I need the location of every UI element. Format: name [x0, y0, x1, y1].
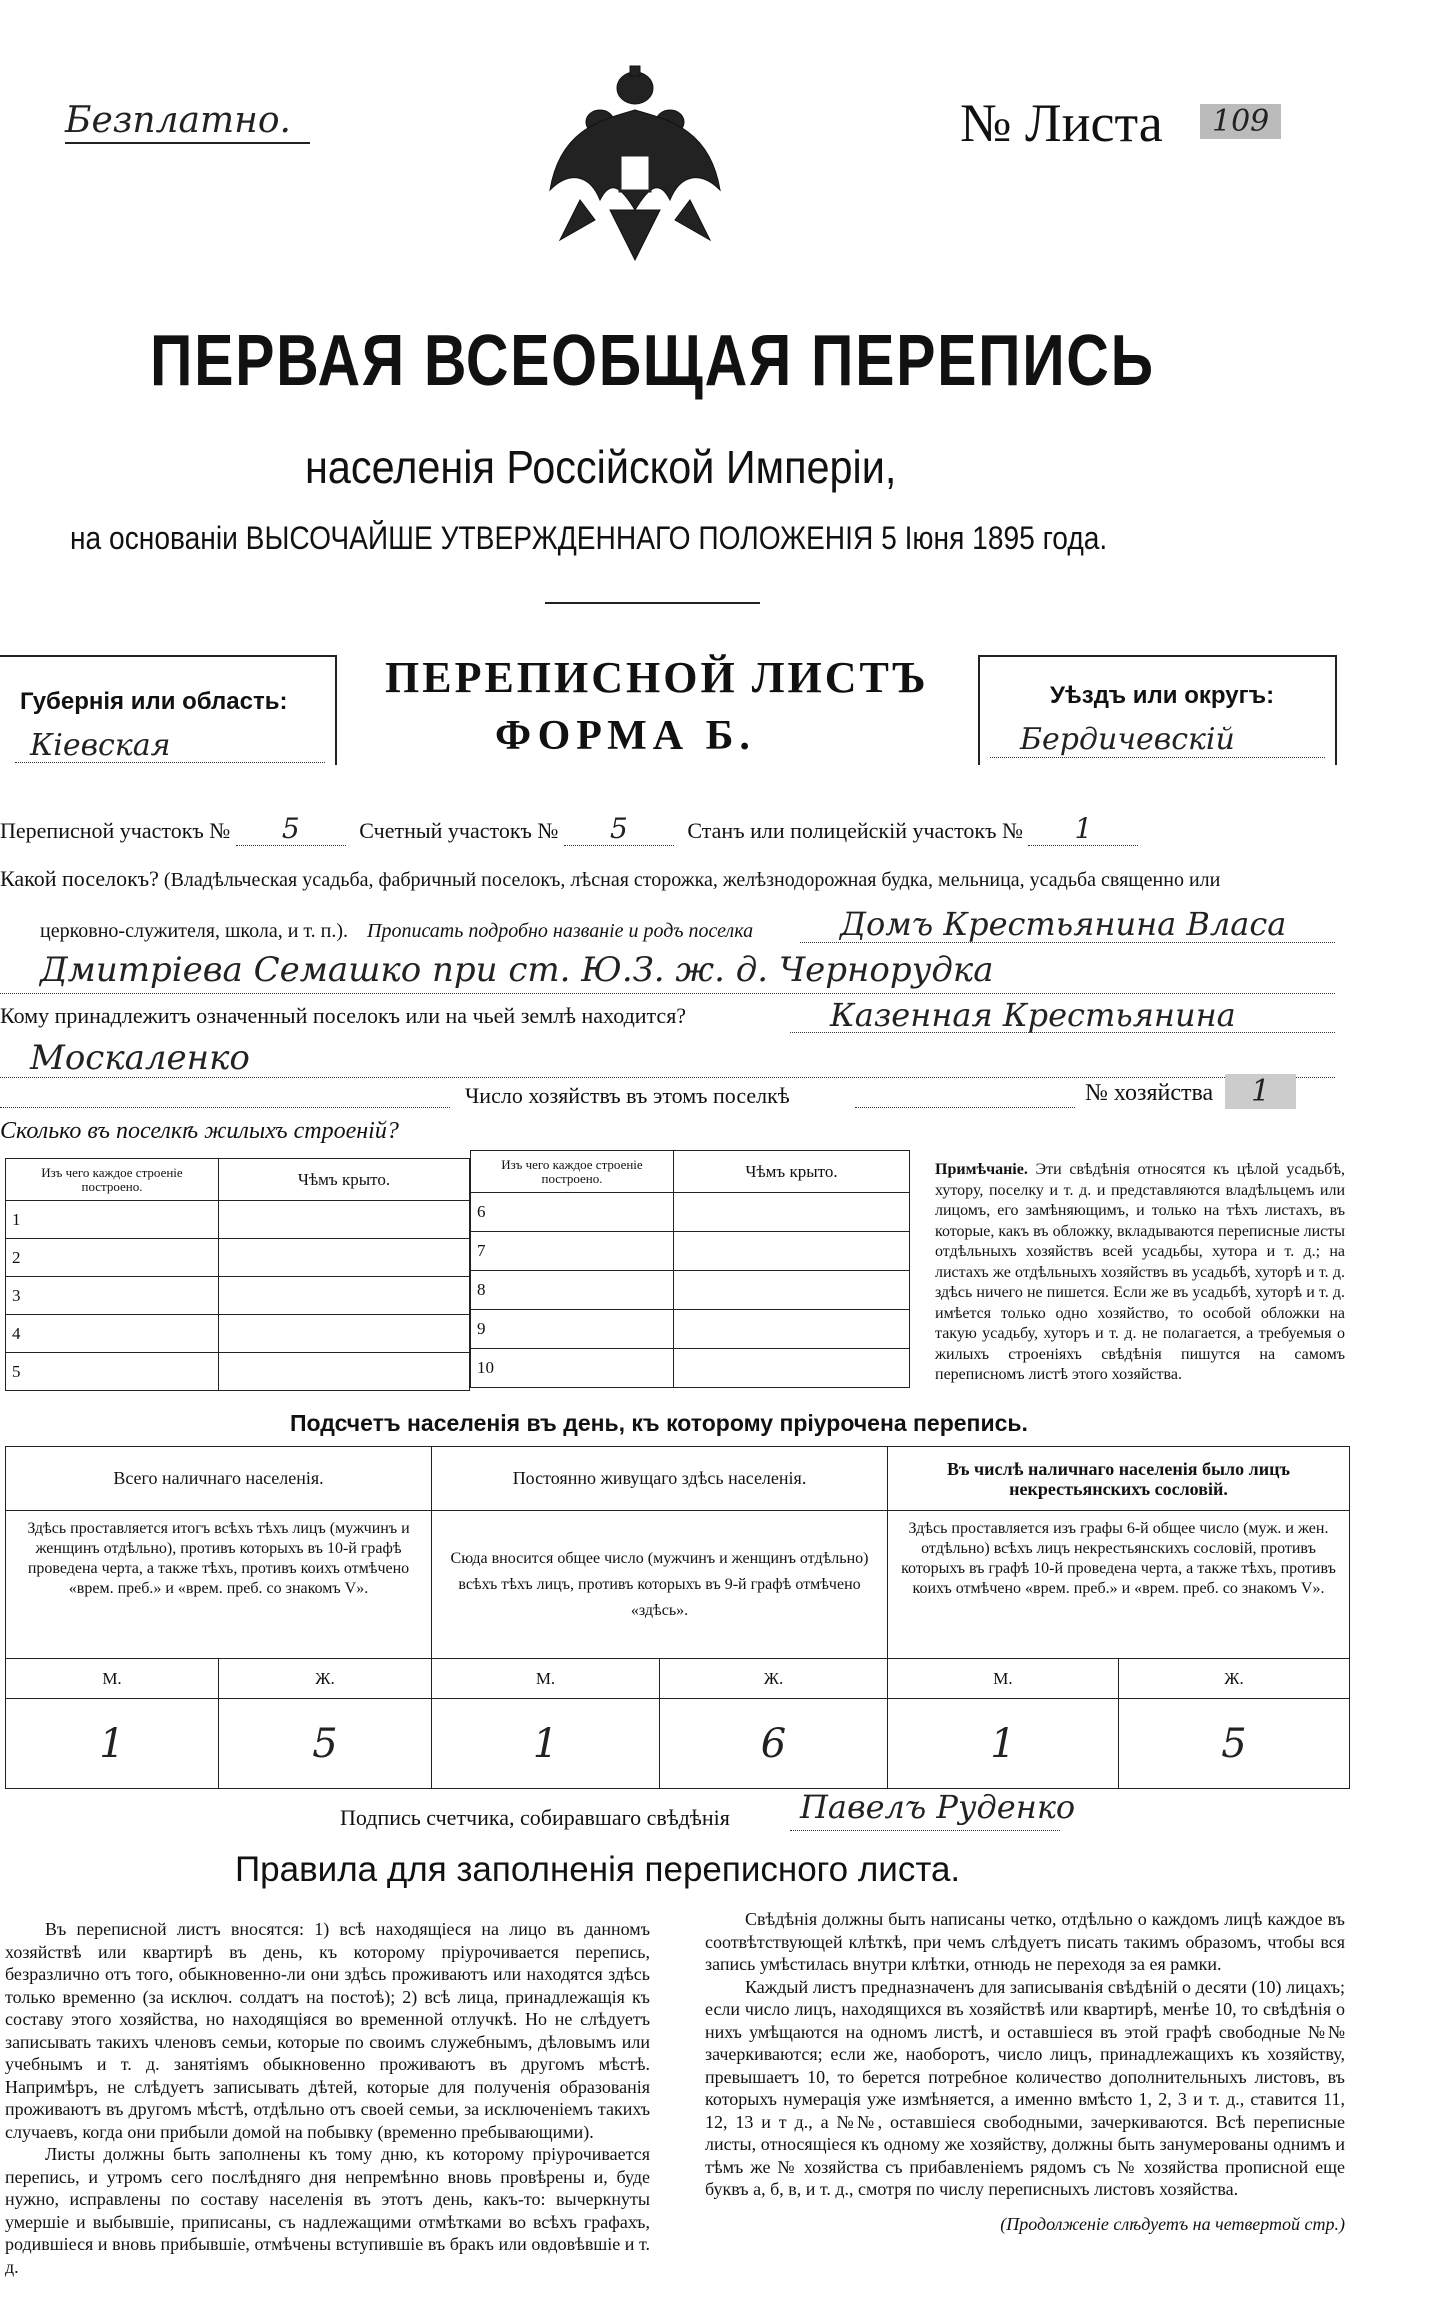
owner-value-2: Москаленко: [30, 1038, 250, 1078]
summary-value-m-3[interactable]: 1: [888, 1699, 1119, 1789]
summary-col2-text: Сюда вносится общее число (мужчинъ и женщинъ отдѣльно) всѣхъ тѣхъ лицъ, противъ которыхъ въ 9-й графѣ отмѣчено «здѣсь».: [432, 1511, 888, 1659]
rules-right-p1: Свѣдѣнія должны быть написаны четко, отдѣльно о каждомъ лицѣ каждое въ соотвѣтствующей клѣткѣ, при чемъ слѣдуетъ писать такимъ образомъ, чтобы вся запись умѣстилась внутри клѣтки, отнюдь не переходя за ея рамки.: [705, 1909, 1345, 1974]
title-divider: [545, 602, 760, 604]
col-header-material: Изъ чего каждое строеніе построено.: [471, 1151, 674, 1193]
table-row: 10: [471, 1349, 910, 1388]
rules-right-column: [705, 1908, 1345, 2235]
free-label: Безплатно.: [65, 100, 291, 141]
roof-cell[interactable]: [674, 1232, 910, 1271]
district-label: Уѣздъ или округъ:: [1050, 682, 1275, 709]
owner-question: Кому принадлежитъ означенный поселокъ или на чьей землѣ находится?: [0, 1003, 687, 1028]
summary-m-1: М.: [6, 1659, 219, 1699]
summary-table: [5, 1446, 1350, 1789]
settlement-line-1: [800, 942, 1335, 943]
signature-line: [790, 1830, 1060, 1831]
free-underline: [65, 142, 310, 144]
sheet-title: ПЕРЕПИСНОЙ ЛИСТЪ: [385, 653, 929, 702]
table-row: 5: [6, 1353, 470, 1391]
summary-value-f-2[interactable]: 6: [660, 1699, 888, 1789]
summary-title: Подсчетъ населенія въ день, къ которому пріурочена перепись.: [290, 1410, 1028, 1436]
note-text: Эти свѣдѣнія относятся къ цѣлой усадьбѣ, хутору, поселку и т. д. и представляются владѣльцемъ или лицомъ, его замѣняющимъ, и только на тѣхъ листахъ, въ которые, какъ въ обложку, вкладываются переписные листы отдѣльныхъ хозяйствъ всей усадьбы, хутора и т. д.; на листахъ же отдѣльныхъ хозяйствъ въ усадьбѣ, хуторѣ и т. д. здѣсь ничего не пишется. Если же въ усадьбѣ, хуторѣ и т. д. имѣется только одно хозяйство, то особой обложки на такую усадьбу, хуторъ и т. д. не полагается, а требуемыя о жилыхъ строеніяхъ свѣдѣнія пишутся на самомъ переписномъ листѣ этого хозяйства.: [935, 1161, 1345, 1383]
imperial-eagle-emblem: [540, 60, 730, 270]
rules-left-column: [5, 1918, 650, 2278]
owner-value-1: Казенная Крестьянина: [830, 996, 1236, 1034]
summary-col1-head: Всего наличнаго населенія.: [6, 1447, 432, 1511]
census-section-row: [0, 812, 1138, 846]
form-title: ФОРМА Б.: [495, 713, 756, 759]
household-number-value: 1: [1225, 1074, 1296, 1109]
note-title: Примѣчаніе.: [935, 1161, 1028, 1178]
roof-cell[interactable]: [219, 1201, 470, 1239]
settlement-question: Какой поселокъ?: [0, 866, 159, 891]
settlement-line-2: [0, 993, 1335, 994]
table-row: 1: [6, 1201, 470, 1239]
province-value: Кіевская: [30, 728, 171, 763]
settlement-value-2: Дмитріева Семашко при ст. Ю.З. ж. д. Чернорудка: [40, 950, 994, 990]
table-row: 9: [471, 1310, 910, 1349]
note-block: [935, 1160, 1345, 1386]
signature-value: Павелъ Руденко: [800, 1788, 1076, 1826]
roof-cell[interactable]: [674, 1271, 910, 1310]
census-section-value: 5: [236, 812, 346, 846]
count-section-value: 5: [564, 812, 674, 846]
buildings-table-left: [5, 1158, 470, 1391]
col-header-roof: Чѣмъ крыто.: [219, 1159, 470, 1201]
settlement-hint: (Владѣльческая усадьба, фабричный поселокъ, лѣсная сторожка, желѣзнодорожная будка, мельница, усадьба священно или: [163, 869, 1221, 891]
summary-f-1: Ж.: [219, 1659, 432, 1699]
rules-right-p2: Каждый листъ предназначенъ для записыванія свѣдѣній о десяти (10) лицахъ; если число лицъ, находящихся въ хозяйствѣ или квартирѣ, менѣе 10, то свѣдѣнія о нихъ умѣщаются на одномъ листѣ, и оставшіеся въ этой графѣ свободные №№ зачеркиваются; если же, наоборотъ, число лицъ, принадлежащихъ къ хозяйству, превышаетъ 10, то берется потребное количество дополнительныхъ листовъ, въ которыхъ нумерація уже измѣняется, а именно вмѣсто 1, 2, 3 и т. д., ставится 11, 12, 13 и т д., а №№, оставшіеся свободными, зачеркиваются. Всѣ переписные листы, относящіеся къ одному же хозяйству, должны быть занумерованы однимъ и тѣмъ же № хозяйства съ прибавленіемъ рядомъ съ № хозяйства прописной еще буквъ а, б, в, и т. д., смотря по числу переписныхъ листовъ хозяйства.: [705, 1976, 1345, 2199]
settlement-question-row: [0, 866, 1335, 892]
summary-value-f-3[interactable]: 5: [1118, 1699, 1349, 1789]
summary-col1-text: Здѣсь проставляется итогъ всѣхъ тѣхъ лицъ (мужчинъ и женщинъ отдѣльно), противъ которыхъ въ 10-й графѣ проведена черта, а также тѣхъ, противъ коихъ отмѣчено «врем. преб.» и «врем. преб. со знакомъ V».: [6, 1511, 432, 1659]
province-line: [15, 762, 325, 763]
household-number-label: № хозяйства: [1085, 1080, 1214, 1106]
buildings-question: Сколько въ поселкѣ жилыхъ строеній?: [0, 1118, 399, 1144]
settlement-instr-row: [40, 920, 753, 943]
households-line: [0, 1107, 450, 1108]
roof-cell[interactable]: [674, 1349, 910, 1388]
census-section-label: Переписной участокъ №: [0, 818, 231, 843]
table-row: 8: [471, 1271, 910, 1310]
signature-label: Подпись счетчика, собиравшаго свѣдѣнія: [340, 1805, 730, 1830]
sheet-number-value: 109: [1200, 104, 1281, 139]
roof-cell[interactable]: [219, 1239, 470, 1277]
rules-left-p1: Въ переписной листъ вносятся: 1) всѣ находящіеся на лицо въ данномъ хозяйствѣ или квартирѣ въ день, къ которому пріурочивается перепись, безразлично отъ того, обыкновенно-ли они здѣсь проживаютъ или находятся здѣсь только временно (за исключ. солдатъ на постоѣ); 2) всѣ лица, принадлежащія къ составу этого хозяйства, но находящіяся во временной отлучкѣ. Но не слѣдуетъ записывать такихъ членовъ семьи, которые по своимъ служебнымъ, дѣловымъ или учебнымъ и т. д. занятіямъ обыкновенно проживаютъ въ другомъ мѣстѣ. Напримѣръ, не слѣдуетъ записывать дѣтей, которые для полученія образованія проживаютъ въ другомъ мѣстѣ, отдѣльно отъ своей семьи, за исключеніемъ такихъ случаевъ, когда они прибыли домой на побывку (временно пребывающими).: [5, 1919, 650, 2142]
table-row: 7: [471, 1232, 910, 1271]
police-section-label: Станъ или полицейскій участокъ №: [687, 818, 1023, 843]
settlement-hint2: церковно-служителя, школа, и т. п.).: [40, 920, 348, 942]
roof-cell[interactable]: [219, 1315, 470, 1353]
page-subtitle: населенія Россійской Имперіи,: [305, 441, 897, 493]
legal-basis: на основаніи ВЫСОЧАЙШЕ УТВЕРЖДЕННАГО ПОЛОЖЕНІЯ 5 Іюня 1895 года.: [70, 520, 1108, 556]
sheet-number-label: № Листа: [960, 93, 1163, 153]
buildings-table-right: [470, 1150, 910, 1388]
summary-col3-text: Здѣсь проставляется изъ графы 6-й общее число (муж. и жен. отдѣльно) всѣхъ лицъ некрестьянскихъ сословій, противъ которыхъ въ графѣ 10-й проведена черта, а также тѣхъ, противъ коихъ отмѣчено «врем. преб.» и «врем. преб. со знакомъ V».: [888, 1511, 1350, 1659]
col-header-roof: Чѣмъ крыто.: [674, 1151, 910, 1193]
rules-title: Правила для заполненія переписного листа.: [235, 1850, 961, 1889]
roof-cell[interactable]: [674, 1310, 910, 1349]
rules-continued: (Продолженіе слѣдуетъ на четвертой стр.): [1000, 2213, 1345, 2234]
households-label: Число хозяйствъ въ этомъ поселкѣ: [465, 1083, 790, 1108]
province-label: Губернія или область:: [20, 688, 288, 715]
count-section-label: Счетный участокъ №: [359, 818, 559, 843]
table-row: 2: [6, 1239, 470, 1277]
summary-col3-head: Въ числѣ наличнаго населенія было лицъ некрестьянскихъ сословій.: [888, 1447, 1350, 1511]
table-row: 3: [6, 1277, 470, 1315]
summary-value-f-1[interactable]: 5: [219, 1699, 432, 1789]
rules-left-p2: Листы должны быть заполнены къ тому дню, къ которому пріурочивается перепись, и утромъ сего послѣдняго дня непремѣнно вновь провѣрены и, буде нужно, исправлены по составу населенія въ этотъ день, какъ-то: вычеркнуты умершіе и выбывшіе, приписаны, съ надлежащими отмѣтками во всѣхъ графахъ, родившіеся и вновь прибывшіе, отмѣчены вступившіе въ бракъ или овдовѣвшіе и т. д.: [5, 2144, 650, 2277]
district-line: [990, 757, 1325, 758]
households-value-line: [855, 1107, 1075, 1108]
summary-col2-head: Постоянно живущаго здѣсь населенія.: [432, 1447, 888, 1511]
page-title: ПЕРВАЯ ВСЕОБЩАЯ ПЕРЕПИСЬ: [150, 321, 1155, 401]
summary-f-3: Ж.: [1118, 1659, 1349, 1699]
summary-m-3: М.: [888, 1659, 1119, 1699]
roof-cell[interactable]: [219, 1353, 470, 1391]
district-value: Бердичевскій: [1020, 722, 1235, 757]
table-row: 4: [6, 1315, 470, 1353]
roof-cell[interactable]: [674, 1193, 910, 1232]
summary-m-2: М.: [432, 1659, 660, 1699]
settlement-value-1: Домъ Крестьянина Власа: [840, 905, 1287, 943]
summary-f-2: Ж.: [660, 1659, 888, 1699]
table-row: 6: [471, 1193, 910, 1232]
col-header-material: Изъ чего каждое строеніе построено.: [6, 1159, 219, 1201]
police-section-value: 1: [1028, 812, 1138, 846]
owner-line-1: [790, 1032, 1335, 1033]
owner-line-2: [0, 1077, 1335, 1078]
summary-value-m-2[interactable]: 1: [432, 1699, 660, 1789]
settlement-instruction: Прописать подробно названіе и родъ поселка: [367, 920, 754, 942]
roof-cell[interactable]: [219, 1277, 470, 1315]
summary-value-m-1[interactable]: 1: [6, 1699, 219, 1789]
